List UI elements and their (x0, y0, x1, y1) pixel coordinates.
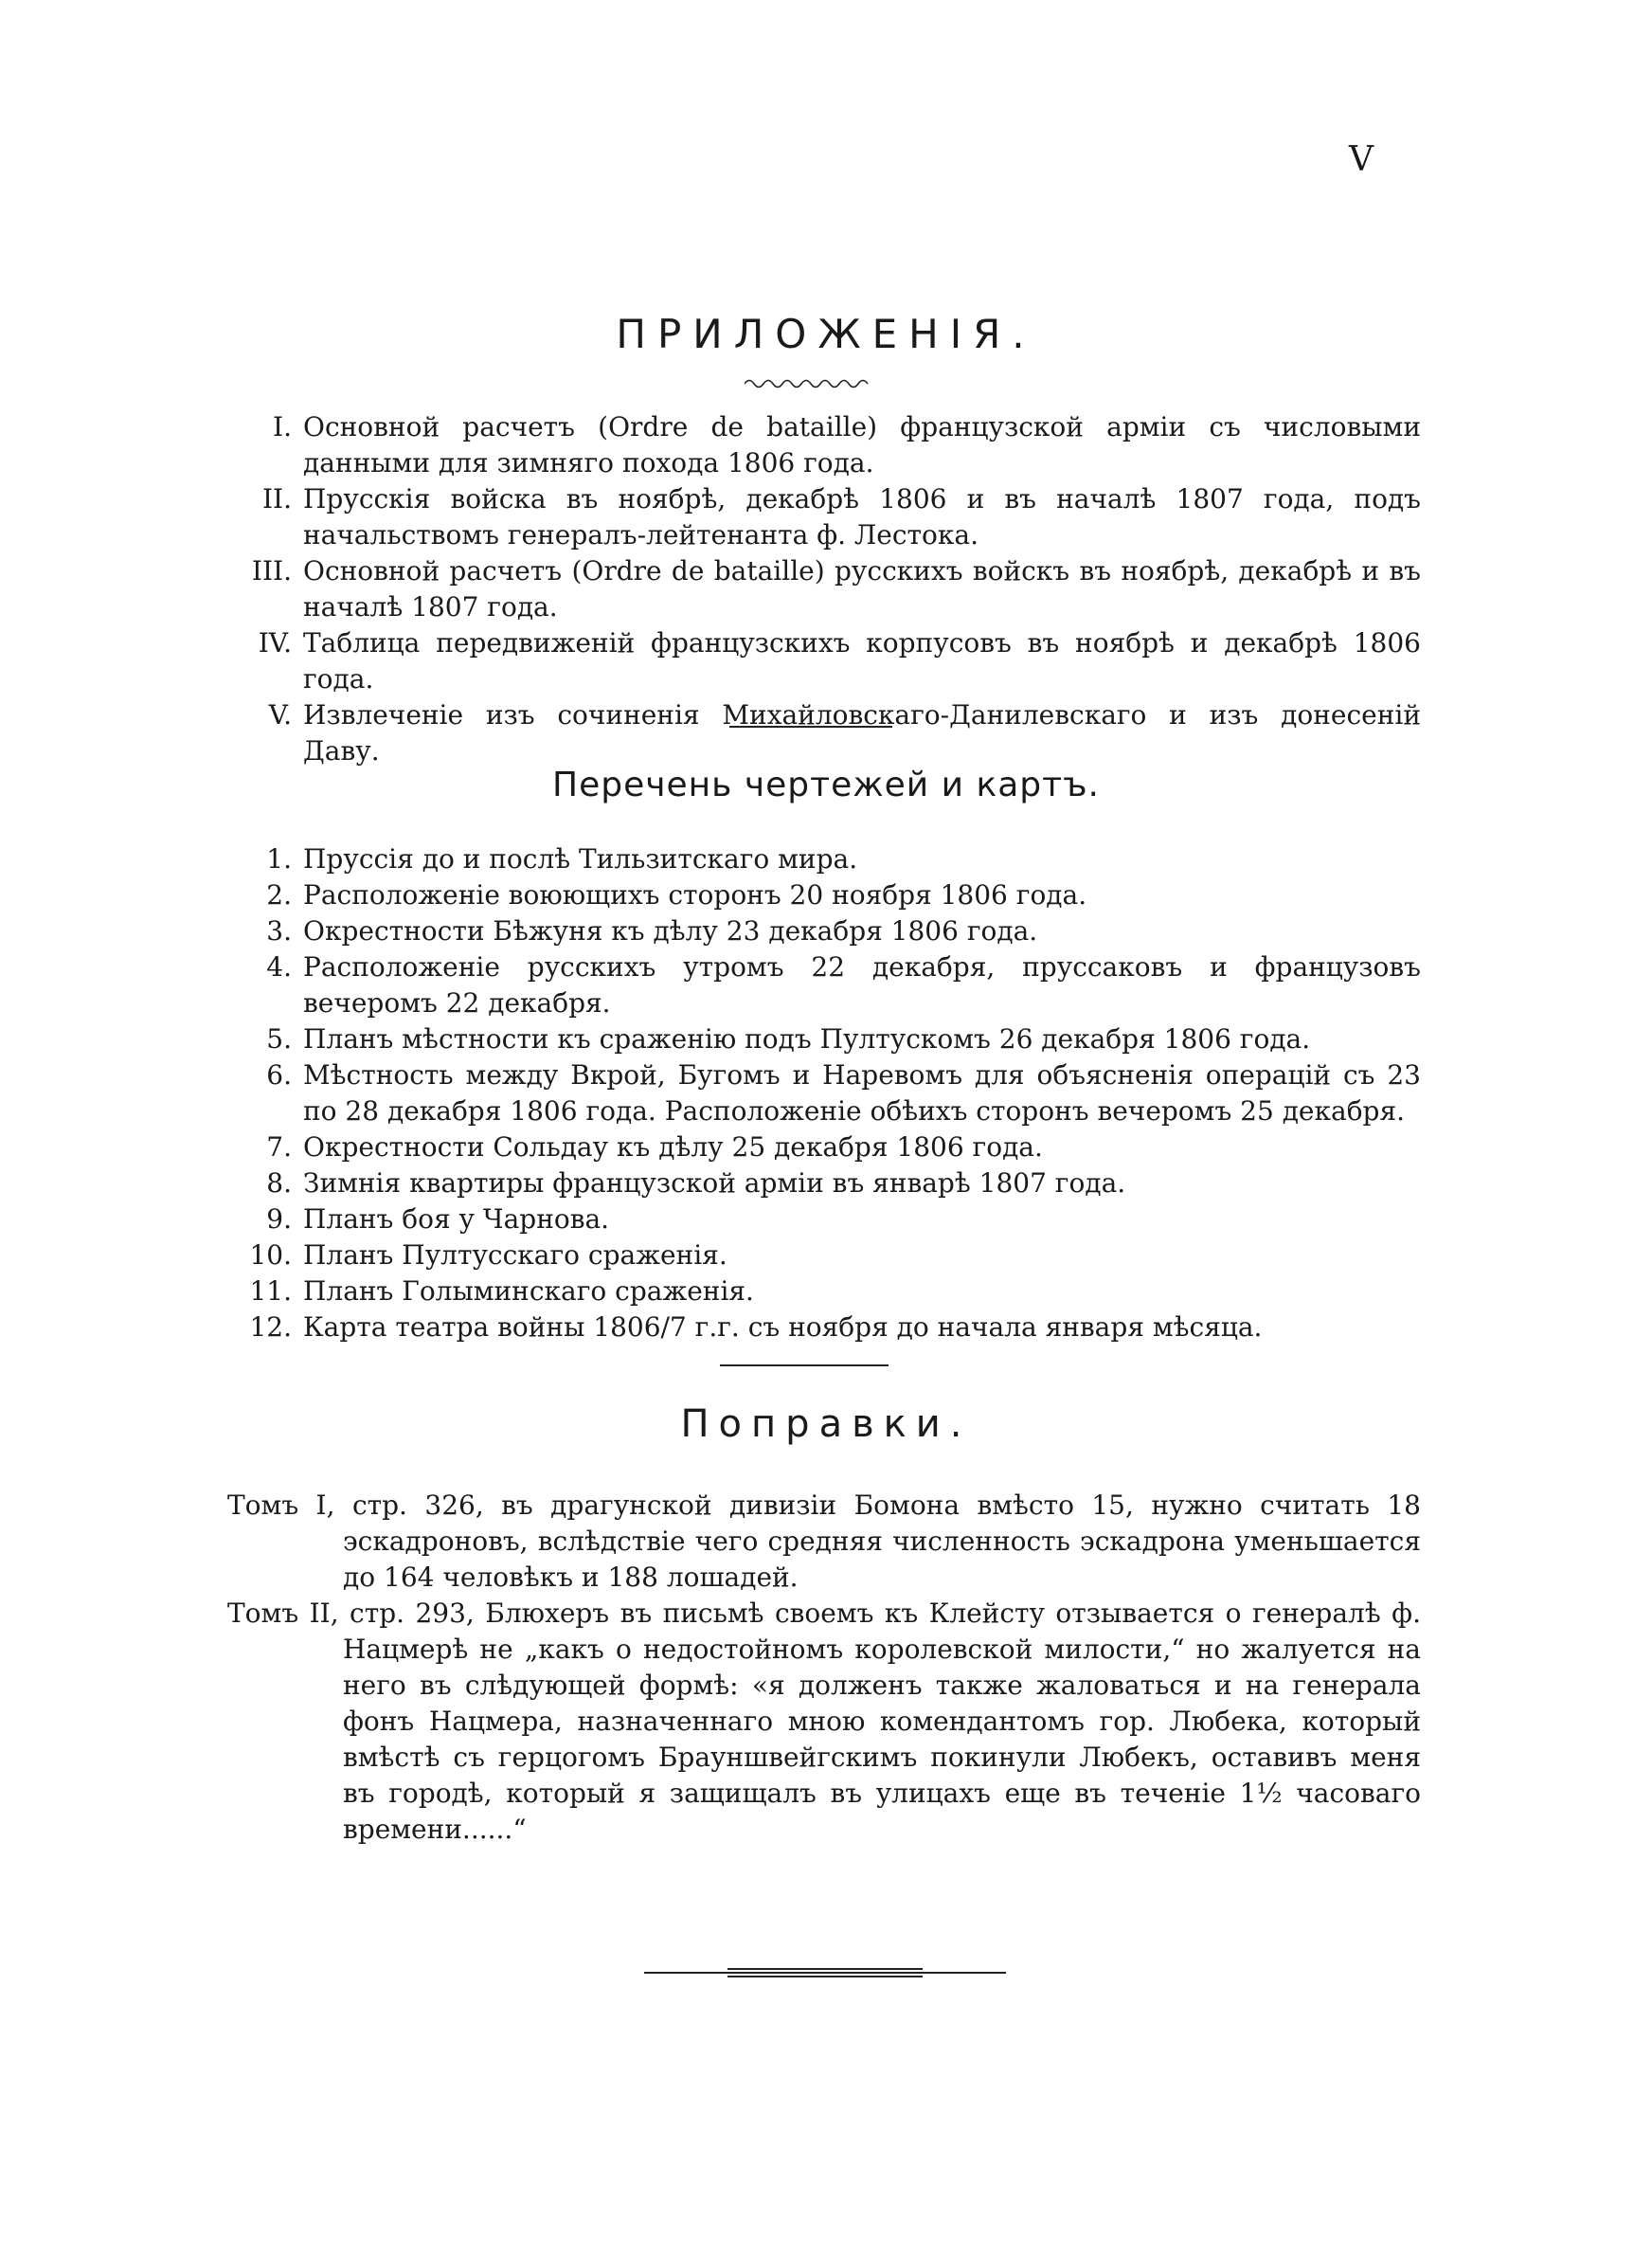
item-text: Планъ Голыминскаго сраженія. (303, 1275, 754, 1307)
item-number: 2. (266, 879, 292, 911)
list-item (227, 1273, 1421, 1309)
item-text: Пруссія до и послѣ Тильзитскаго мира. (303, 843, 858, 875)
item-text: Основной расчетъ (Ordre de bataille) французской арміи съ числовыми данными для зимняго похода 1806 года. (303, 411, 1421, 478)
list-item (227, 553, 1421, 625)
item-number: 10. (249, 1239, 292, 1271)
item-text: Окрестности Бѣжуня къ дѣлу 23 декабря 1806 года. (303, 915, 1038, 947)
item-text: Планъ мѣстности къ сраженію подъ Пултускомъ 26 декабря 1806 года. (303, 1023, 1311, 1055)
list-item (227, 481, 1421, 553)
list-item (227, 1057, 1421, 1129)
item-number: 11. (249, 1275, 292, 1307)
item-text: Планъ Пултусскаго сраженія. (303, 1239, 727, 1271)
corrections-list (227, 1488, 1421, 1848)
maps-title: Перечень чертежей и картъ. (552, 766, 1100, 804)
maps-list (227, 841, 1421, 1345)
list-item (227, 1309, 1421, 1345)
item-text: Извлеченіе изъ сочиненія Михайловскаго-Данилевскаго и изъ донесеній Даву. (303, 699, 1421, 767)
item-number: 1. (266, 843, 292, 875)
item-number: III. (251, 555, 292, 587)
corrections-title: Поправки. (680, 1402, 972, 1446)
list-item (227, 409, 1421, 481)
list-item (227, 625, 1421, 697)
list-item (227, 841, 1421, 877)
item-number: V. (268, 699, 292, 731)
item-number: 9. (266, 1203, 292, 1235)
item-text: Таблица передвиженій французскихъ корпусовъ въ ноябрѣ и декабрѣ 1806 года. (303, 627, 1421, 695)
list-item (227, 697, 1421, 769)
item-text: Прусскія войска въ ноябрѣ, декабрѣ 1806 и въ началѣ 1807 года, подъ начальствомъ генералъ-лейтенанта ф. Лестока. (303, 483, 1421, 551)
item-text: Окрестности Сольдау къ дѣлу 25 декабря 1806 года. (303, 1131, 1043, 1163)
correction-entry: Томъ II, стр. 293, Блюхеръ въ письмѣ своемъ къ Клейсту отзывается о генералѣ ф. Нацмерѣ не „какъ о недостойномъ королевской милости,“ но жалуется на него въ слѣдующей формѣ: «я долженъ также жаловаться и на генерала фонъ Нацмера, назначеннаго мною комендантомъ гор. Любека, который вмѣстѣ съ герцогомъ Брауншвейгскимъ покинули Любекъ, оставивъ меня въ городѣ, который я защищалъ въ улицахъ еще въ теченіе 1½ часоваго времени......“ (227, 1598, 1421, 1845)
item-text: Мѣстность между Вкрой, Бугомъ и Наревомъ для объясненія операцій съ 23 по 28 декабря 1806 года. Расположеніе обѣихъ сторонъ вечеромъ 25 декабря. (303, 1059, 1421, 1127)
item-text: Основной расчетъ (Ordre de bataille) русскихъ войскъ въ ноябрѣ, декабрѣ и въ началѣ 1807 года. (303, 555, 1421, 623)
item-number: II. (261, 483, 292, 515)
item-number: 12. (249, 1311, 292, 1343)
item-number: 3. (266, 915, 292, 947)
divider (729, 726, 892, 728)
item-number: 6. (266, 1059, 292, 1091)
divider (720, 1364, 889, 1366)
list-item (227, 1237, 1421, 1273)
item-number: IV. (258, 627, 292, 659)
end-ornament (644, 1966, 1006, 1979)
list-item (227, 1201, 1421, 1237)
appendices-title: ПРИЛОЖЕНІЯ. (616, 311, 1036, 357)
item-text: Карта театра войны 1806/7 г.г. съ ноября до начала января мѣсяца. (303, 1311, 1263, 1343)
item-text: Расположеніе русскихъ утромъ 22 декабря, пруссаковъ и французовъ вечеромъ 22 декабря. (303, 951, 1421, 1019)
list-item (227, 1165, 1421, 1201)
item-number: 7. (266, 1131, 292, 1163)
wavy-ornament (745, 377, 870, 390)
item-number: 8. (266, 1167, 292, 1199)
list-item (227, 913, 1421, 949)
appendices-list (227, 409, 1421, 769)
correction-entry: Томъ I, стр. 326, въ драгунской дивизіи Бомона вмѣсто 15, нужно считать 18 эскадроновъ, вслѣдствіе чего средняя численность эскадрона уменьшается до 164 человѣкъ и 188 лошадей. (227, 1490, 1421, 1593)
list-item (227, 1021, 1421, 1057)
list-item (227, 1129, 1421, 1165)
page-number: V (1349, 140, 1374, 179)
item-number: I. (273, 411, 292, 442)
list-item (227, 949, 1421, 1021)
item-text: Расположеніе воюющихъ сторонъ 20 ноября 1806 года. (303, 879, 1087, 911)
item-number: 5. (266, 1023, 292, 1055)
list-item (227, 877, 1421, 913)
item-text: Зимнія квартиры французской арміи въ январѣ 1807 года. (303, 1167, 1126, 1199)
item-number: 4. (266, 951, 292, 983)
item-text: Планъ боя у Чарнова. (303, 1203, 610, 1235)
